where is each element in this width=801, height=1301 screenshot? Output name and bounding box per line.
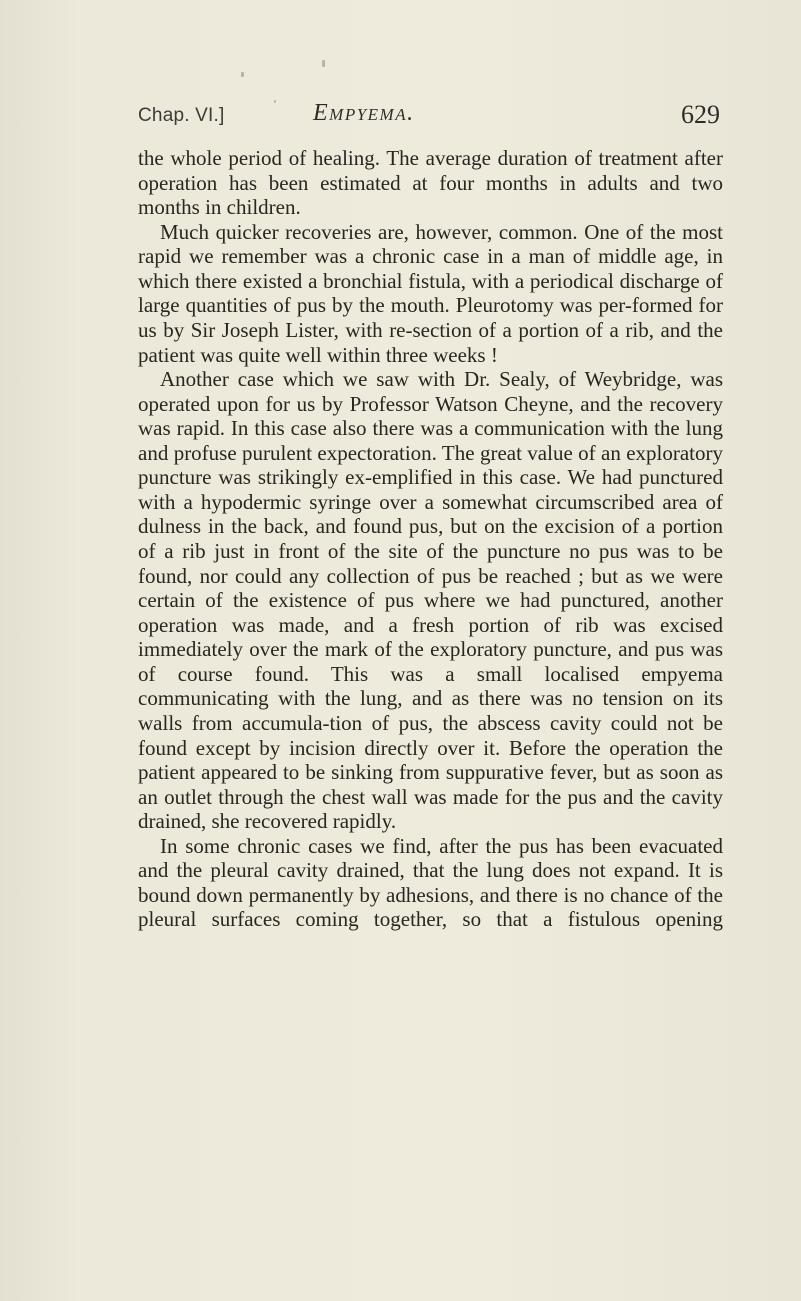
- paragraph: Much quicker recoveries are, however, common. One of the most rapid we remember was a chronic case in a man of middle age, in which there existed a bronchial fistula, with a periodical discharge of large quantities of pus by the mouth. Pleurotomy was per-formed for us by Sir Joseph Lister, with re-section of a portion of a rib, and the patient was quite well within three weeks !: [138, 219, 723, 367]
- paragraph: the whole period of healing. The average duration of treatment after operation has been estimated at four months in adults and two months in children.: [138, 146, 723, 220]
- running-header: [138, 96, 720, 136]
- chapter-label: Chap. VI.]: [138, 105, 225, 126]
- body-text: [138, 146, 723, 932]
- paper-blemish: [241, 72, 244, 77]
- running-title: Empyema.: [313, 100, 415, 126]
- paragraph: Another case which we saw with Dr. Sealy, of Weybridge, was operated upon for us by Professor Watson Cheyne, and the recovery was rapid. In this case also there was a communication with the lung and profuse purulent expectoration. The great value of an exploratory puncture was strikingly ex-emplified in this case. We had punctured with a hypodermic syringe over a somewhat circumscribed area of dulness in the back, and found pus, but on the excision of a portion of a rib just in front of the site of the puncture no pus was to be found, nor could any collection of pus be reached ; but as we were certain of the existence of pus where we had punctured, another operation was made, and a fresh portion of rib was excised immediately over the mark of the exploratory puncture, and pus was of course found. This was a small localised empyema communicating with the lung, and as there was no tension on its walls from accumula-tion of pus, the abscess cavity could not be found except by incision directly over it. Before the operation the patient appeared to be sinking from suppurative fever, but as soon as an outlet through the chest wall was made for the pus and the cavity drained, she recovered rapidly.: [138, 367, 723, 834]
- paper-blemish: [322, 60, 325, 67]
- page-number: 629: [681, 100, 720, 129]
- paragraph: In some chronic cases we find, after the pus has been evacuated and the pleural cavity drained, that the lung does not expand. It is bound down permanently by adhesions, and there is no chance of the pleural surfaces coming together, so that a fistulous opening: [138, 833, 723, 932]
